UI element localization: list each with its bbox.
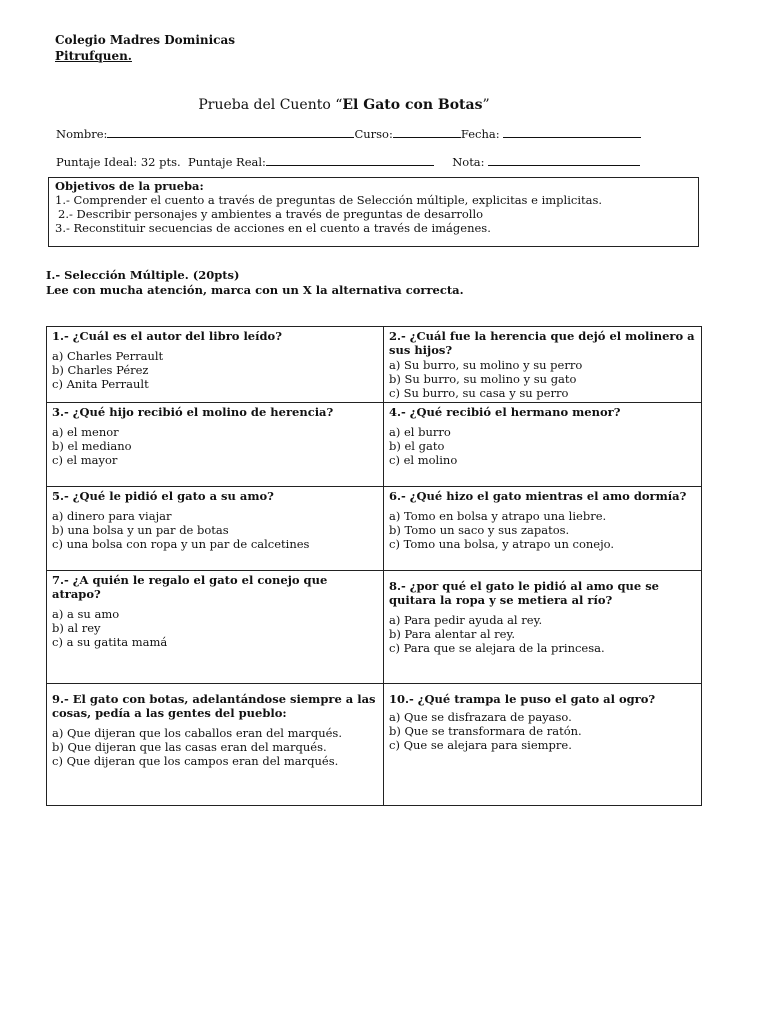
school-name: Colegio Madres Dominicas bbox=[55, 33, 236, 47]
option-a[interactable]: a) a su amo bbox=[52, 607, 120, 621]
option-a[interactable]: a) Su burro, su molino y su perro bbox=[389, 358, 583, 372]
option-b[interactable]: b) Que dijeran que las casas eran del marqués. bbox=[52, 740, 327, 754]
question-cell bbox=[384, 571, 702, 684]
option-a[interactable]: a) el burro bbox=[389, 425, 451, 439]
question-cell bbox=[384, 487, 702, 571]
option-c[interactable]: c) Para que se alejara de la princesa. bbox=[389, 641, 605, 655]
nombre-label: Nombre: bbox=[56, 127, 108, 141]
question-cell bbox=[384, 327, 702, 403]
option-a[interactable]: a) Tomo en bolsa y atrapo una liebre. bbox=[389, 509, 607, 523]
option-c[interactable]: c) a su gatita mamá bbox=[52, 635, 168, 649]
question-cell bbox=[47, 487, 384, 571]
nota-label: Nota: bbox=[452, 155, 485, 169]
option-c[interactable]: c) el molino bbox=[389, 453, 458, 467]
option-b[interactable]: b) Que se transformara de ratón. bbox=[389, 724, 582, 738]
title-suffix: ” bbox=[482, 97, 490, 113]
option-a[interactable]: a) dinero para viajar bbox=[52, 509, 172, 523]
question-cell bbox=[47, 327, 384, 403]
questions-table bbox=[46, 326, 702, 806]
question-cell bbox=[47, 571, 384, 684]
option-a[interactable]: a) Charles Perrault bbox=[52, 349, 164, 363]
option-c[interactable]: c) el mayor bbox=[52, 453, 118, 467]
option-b[interactable]: b) el gato bbox=[389, 439, 445, 453]
question-cell bbox=[47, 684, 384, 806]
question-text: 8.- ¿por qué el gato le pidió al amo que se quitara la ropa y se metiera al río? bbox=[389, 579, 659, 607]
fecha-label: Fecha: bbox=[460, 127, 500, 141]
question-text: 3.- ¿Qué hijo recibió el molino de herencia? bbox=[52, 405, 334, 419]
option-b[interactable]: b) al rey bbox=[52, 621, 101, 635]
option-c[interactable]: c) Tomo una bolsa, y atrapo un conejo. bbox=[389, 537, 615, 551]
question-text: 7.- ¿A quién le regalo el gato el conejo que atrapo? bbox=[52, 573, 328, 601]
objectives-title: Objetivos de la prueba: bbox=[55, 179, 204, 193]
option-c[interactable]: c) Su burro, su casa y su perro bbox=[389, 386, 569, 400]
question-text: 6.- ¿Qué hizo el gato mientras el amo dormía? bbox=[389, 489, 687, 503]
question-text: 9.- El gato con botas, adelantándose siempre a las cosas, pedía a las gentes del pueblo: bbox=[52, 692, 376, 720]
option-b[interactable]: b) el mediano bbox=[52, 439, 132, 453]
option-b[interactable]: b) Para alentar al rey. bbox=[389, 627, 516, 641]
objective-item: 3.- Reconstituir secuencias de acciones en el cuento a través de imágenes. bbox=[55, 221, 491, 235]
puntaje-ideal: Puntaje Ideal: 32 pts. bbox=[56, 155, 181, 169]
option-c[interactable]: c) una bolsa con ropa y un par de calcetines bbox=[52, 537, 310, 551]
option-a[interactable]: a) Para pedir ayuda al rey. bbox=[389, 613, 543, 627]
puntaje-real-label: Puntaje Real: bbox=[187, 155, 266, 169]
objective-item: 1.- Comprender el cuento a través de preguntas de Selección múltiple, explicitas e implicitas. bbox=[55, 193, 603, 207]
question-cell bbox=[384, 684, 702, 806]
nota-field[interactable] bbox=[488, 155, 640, 166]
question-cell bbox=[384, 403, 702, 487]
curso-label: Curso: bbox=[354, 127, 393, 141]
question-text: 10.- ¿Qué trampa le puso el gato al ogro? bbox=[389, 692, 656, 706]
objectives-box bbox=[48, 177, 699, 247]
test-title bbox=[0, 97, 688, 113]
option-a[interactable]: a) Que se disfrazara de payaso. bbox=[389, 710, 572, 724]
section-instruction: Lee con mucha atención, marca con un X la alternativa correcta. bbox=[46, 283, 464, 297]
option-b[interactable]: b) Su burro, su molino y su gato bbox=[389, 372, 577, 386]
question-text: 5.- ¿Qué le pidió el gato a su amo? bbox=[52, 489, 274, 503]
option-a[interactable]: a) el menor bbox=[52, 425, 119, 439]
section-title: I.- Selección Múltiple. (20pts) bbox=[46, 268, 240, 282]
option-b[interactable]: b) Tomo un saco y sus zapatos. bbox=[389, 523, 570, 537]
form-row-1 bbox=[56, 127, 641, 141]
option-b[interactable]: b) Charles Pérez bbox=[52, 363, 149, 377]
option-c[interactable]: c) Anita Perrault bbox=[52, 377, 149, 391]
question-text: 1.- ¿Cuál es el autor del libro leído? bbox=[52, 329, 282, 343]
option-a[interactable]: a) Que dijeran que los caballos eran del marqués. bbox=[52, 726, 342, 740]
form-row-2 bbox=[56, 155, 640, 169]
question-text: 2.- ¿Cuál fue la herencia que dejó el molinero a sus hijos? bbox=[389, 329, 695, 357]
option-c[interactable]: c) Que se alejara para siempre. bbox=[389, 738, 572, 752]
option-c[interactable]: c) Que dijeran que los campos eran del marqués. bbox=[52, 754, 339, 768]
nombre-field[interactable] bbox=[107, 127, 354, 138]
school-city: Pitrufquen. bbox=[55, 49, 132, 63]
question-cell bbox=[47, 403, 384, 487]
curso-field[interactable] bbox=[393, 127, 461, 138]
title-bold: El Gato con Botas bbox=[342, 97, 483, 113]
fecha-field[interactable] bbox=[503, 127, 641, 138]
option-b[interactable]: b) una bolsa y un par de botas bbox=[52, 523, 229, 537]
objective-item: 2.- Describir personajes y ambientes a través de preguntas de desarrollo bbox=[58, 207, 484, 221]
title-prefix: Prueba del Cuento “ bbox=[198, 97, 343, 113]
question-text: 4.- ¿Qué recibió el hermano menor? bbox=[389, 405, 621, 419]
puntaje-real-field[interactable] bbox=[266, 155, 434, 166]
